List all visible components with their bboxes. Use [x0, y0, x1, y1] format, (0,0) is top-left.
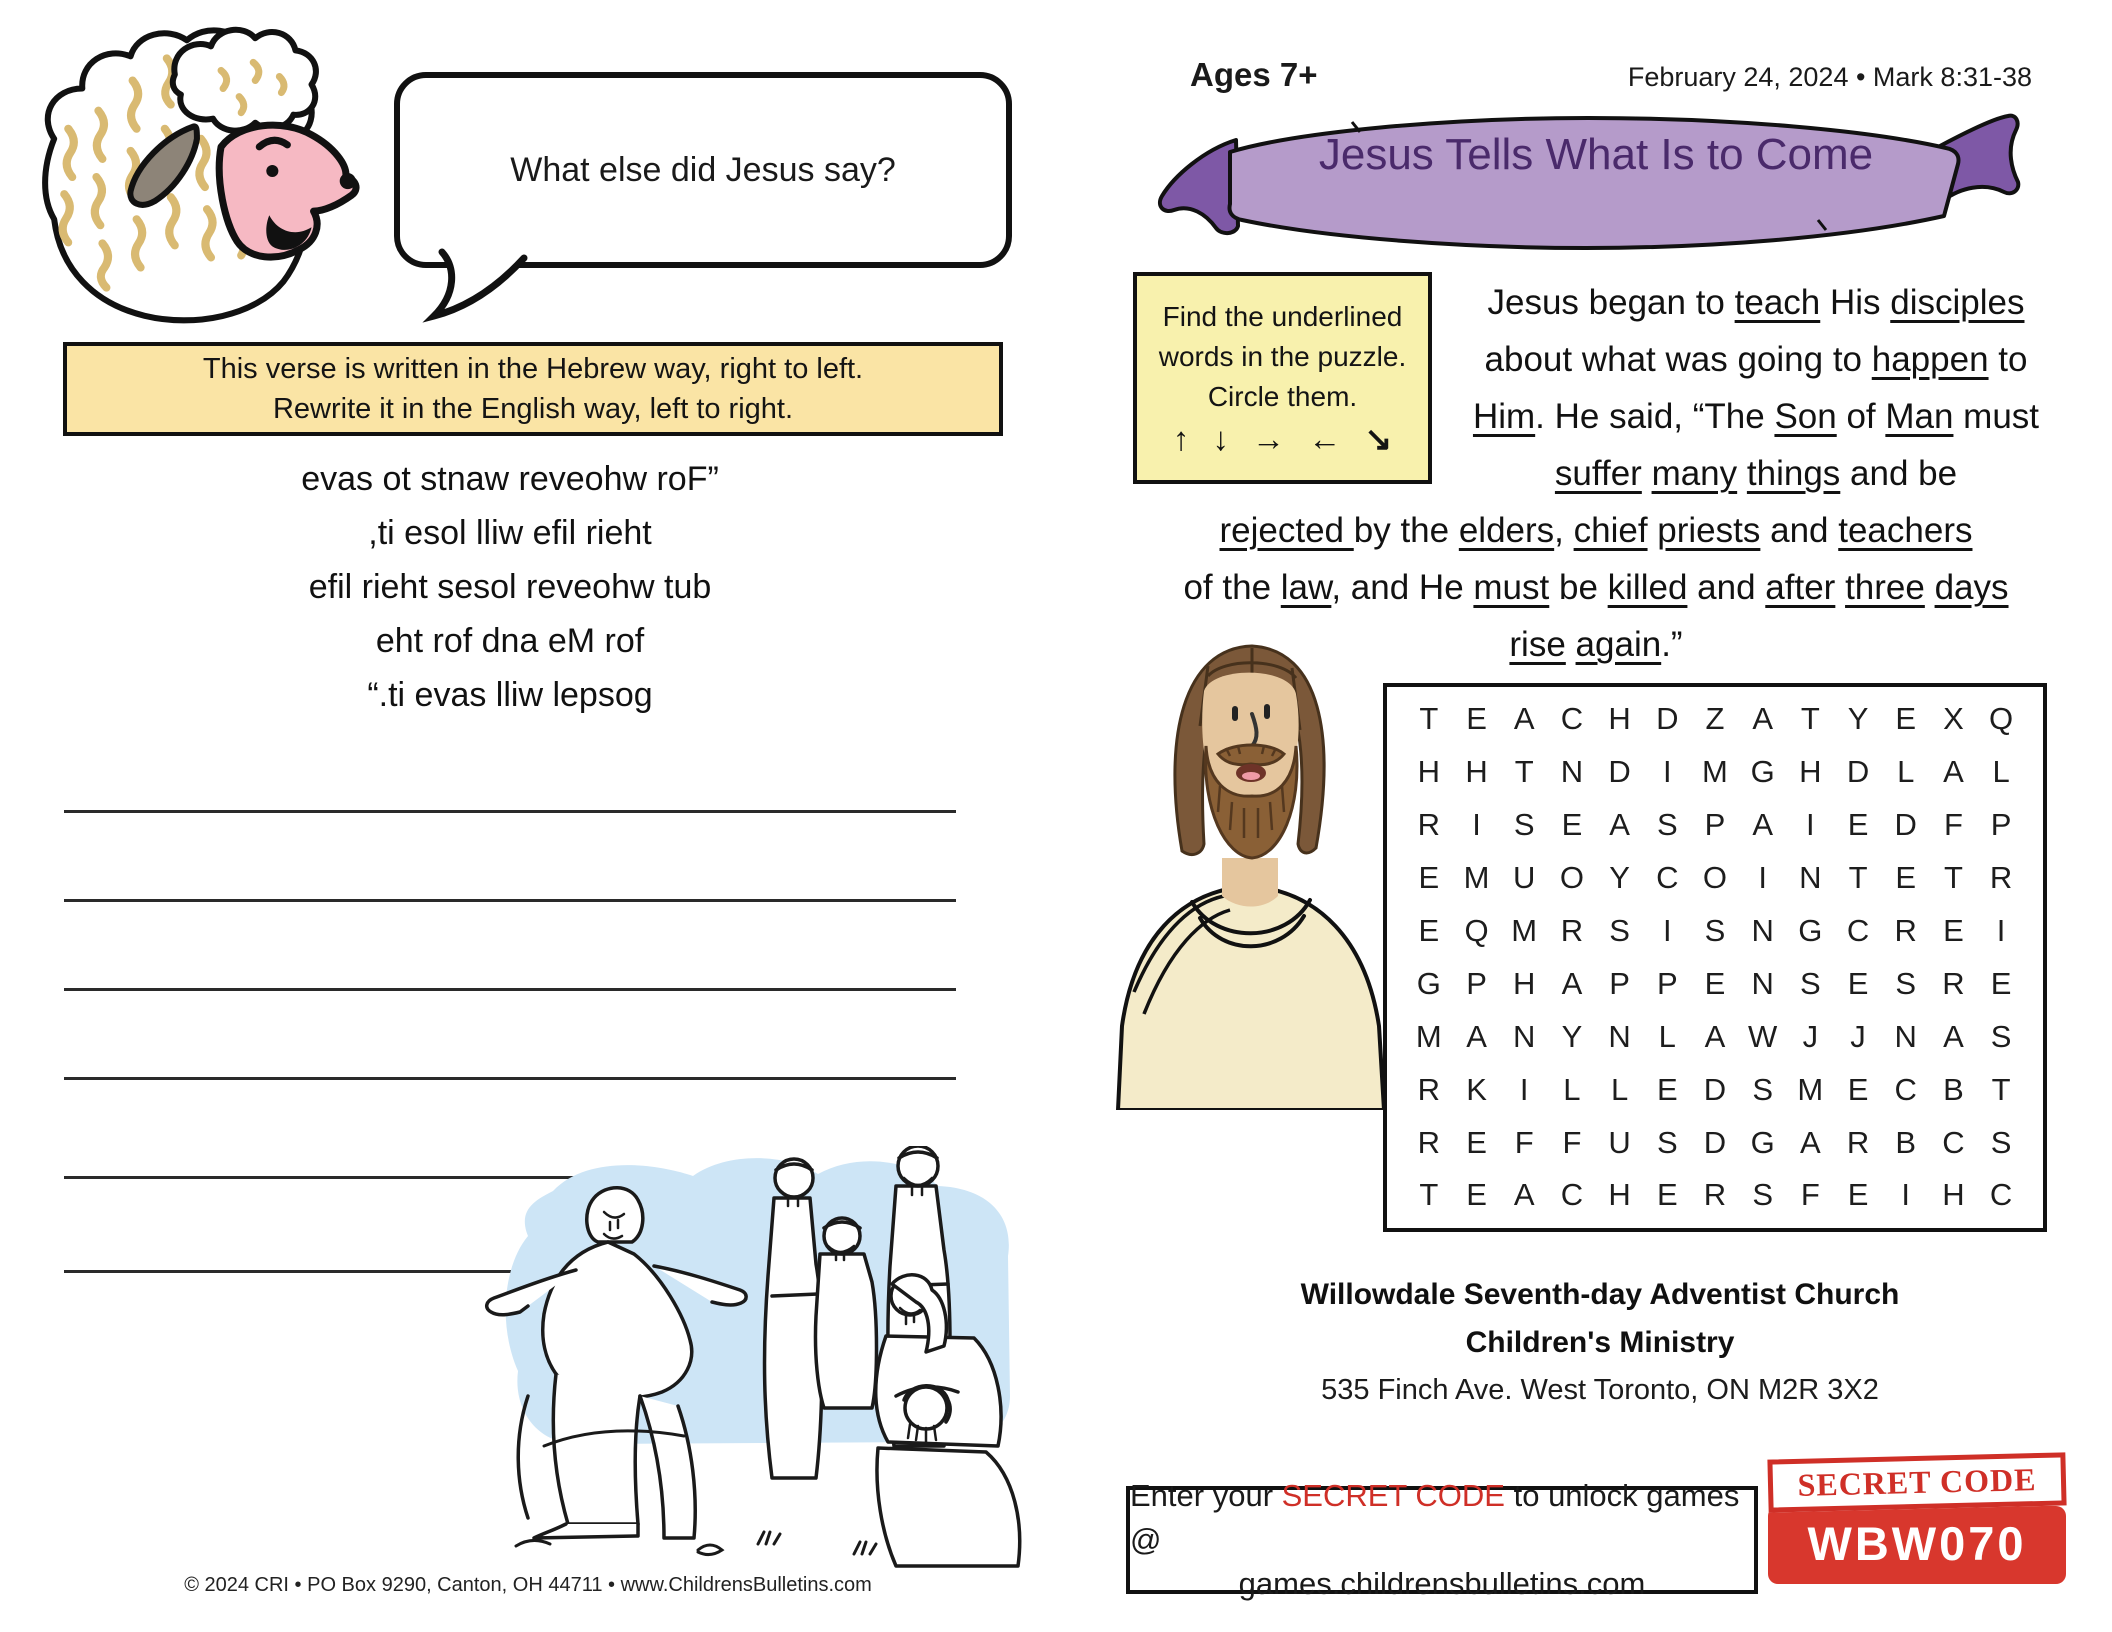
word-search-cell[interactable]: E — [1990, 965, 2012, 1001]
word-search-cell[interactable]: P — [1609, 965, 1630, 1001]
word-search-cell[interactable]: G — [1750, 754, 1775, 790]
word-search-cell[interactable]: E — [1943, 913, 1964, 948]
word-search-cell[interactable]: D — [1703, 1071, 1727, 1107]
story-word-underlined: killed — [1607, 568, 1688, 607]
direction-arrows-icon: ↑ ↓ → ← ↘ — [1172, 420, 1393, 457]
word-search-cell[interactable]: A — [1609, 807, 1630, 843]
story-word: of — [1836, 397, 1886, 436]
word-search-cell[interactable]: S — [1800, 965, 1821, 1001]
word-search-cell[interactable]: C — [1846, 913, 1870, 948]
word-search-cell[interactable]: I — [1662, 754, 1672, 790]
word-search-cell[interactable]: I — [1901, 1177, 1911, 1213]
word-search-cell[interactable]: R — [1703, 1177, 1727, 1213]
word-search-cell[interactable]: R — [1417, 807, 1441, 843]
word-search-cell[interactable]: S — [1609, 913, 1630, 948]
word-search-cell[interactable]: D — [1894, 807, 1917, 843]
word-search-cell[interactable]: E — [1466, 701, 1487, 737]
word-search-cell[interactable]: S — [1990, 1124, 2012, 1160]
word-search-cell[interactable]: M — [1463, 860, 1490, 896]
word-search-cell[interactable]: B — [1943, 1071, 1964, 1107]
sheep-illustration — [24, 18, 396, 330]
secret-code-value: WBW070 — [1768, 1506, 2066, 1584]
word-search-cell[interactable]: A — [1704, 1018, 1726, 1054]
word-search-cell[interactable]: U — [1608, 1124, 1631, 1160]
word-search-grid — [1383, 683, 2047, 1232]
word-search-cell[interactable]: L — [1658, 1018, 1676, 1054]
word-search-cell[interactable]: T — [1991, 1071, 2011, 1107]
word-search-cell[interactable]: Y — [1847, 701, 1869, 737]
word-search-row — [1405, 860, 2025, 896]
verse-line: “.ti evas lliw lepsog — [367, 676, 653, 714]
word-search-cell[interactable]: U — [1513, 860, 1536, 896]
story-word — [1737, 454, 1747, 493]
story-line — [1446, 388, 2066, 445]
ages-label: Ages 7+ — [1190, 56, 1318, 93]
word-search-cell[interactable]: P — [1466, 965, 1487, 1001]
word-search-cell[interactable]: H — [1608, 701, 1631, 737]
verse-line: ,ti esol lliw efil rieht — [368, 514, 652, 552]
word-search-cell[interactable]: Y — [1609, 860, 1630, 896]
story-word-underlined: Him — [1472, 397, 1536, 436]
word-search-cell[interactable]: S — [1513, 807, 1535, 843]
jesus-teaching-illustration — [458, 1146, 1060, 1572]
story-word-underlined: three — [1845, 568, 1925, 607]
word-search-cell[interactable]: E — [1656, 1071, 1678, 1107]
word-search-cell[interactable]: N — [1751, 913, 1774, 948]
writing-line[interactable] — [64, 810, 956, 813]
word-search-cell[interactable]: A — [1752, 807, 1773, 843]
word-search-cell[interactable]: H — [1799, 754, 1822, 790]
word-search-cell[interactable]: F — [1943, 807, 1963, 843]
word-search-cell[interactable]: M — [1415, 1018, 1442, 1054]
word-search-cell[interactable]: M — [1511, 913, 1538, 948]
word-search-cell[interactable]: D — [1703, 1124, 1727, 1160]
word-search-cell[interactable]: N — [1560, 754, 1584, 790]
story-line — [1446, 274, 2066, 331]
story-word: to — [1988, 340, 2028, 379]
story-word: , and He — [1331, 568, 1474, 607]
story-word — [1648, 511, 1658, 550]
word-search-cell[interactable]: T — [1419, 701, 1439, 737]
story-word — [1835, 568, 1845, 607]
writing-line[interactable] — [64, 899, 956, 902]
story-text — [1446, 274, 2066, 502]
word-search-cell[interactable]: E — [1418, 913, 1440, 948]
word-search-cell[interactable]: X — [1943, 701, 1964, 737]
church-name: Willowdale Seventh-day Adventist Church — [1300, 1278, 1900, 1311]
verse-line: evas ot stnaw reveohw roF” — [301, 460, 719, 498]
prompt-text: to unlock games @ — [1130, 1478, 1740, 1557]
sheep-eye — [266, 165, 278, 177]
word-search-cell[interactable]: L — [1992, 754, 2010, 790]
speech-bubble-tail — [426, 256, 538, 322]
word-search-cell[interactable]: A — [1513, 701, 1535, 737]
word-search-cell[interactable]: E — [1561, 807, 1583, 843]
page-title: Jesus Tells What Is to Come — [1318, 130, 1874, 179]
word-search-cell[interactable]: P — [1704, 807, 1726, 843]
word-search-cell[interactable]: Q — [1464, 913, 1489, 948]
word-search-cell[interactable]: R — [1989, 860, 2013, 896]
word-search-cell[interactable]: N — [1751, 965, 1774, 1001]
prompt-text: Enter your — [1130, 1478, 1282, 1513]
word-search-cell[interactable]: M — [1702, 754, 1728, 790]
word-search-cell[interactable]: N — [1894, 1018, 1917, 1054]
story-line — [1446, 331, 2066, 388]
word-search-cell[interactable]: L — [1563, 1071, 1581, 1107]
word-search-cell[interactable]: J — [1850, 1018, 1866, 1054]
word-search-cell[interactable]: C — [1656, 860, 1679, 896]
word-search-cell[interactable]: D — [1846, 754, 1870, 790]
story-word-underlined: many — [1651, 454, 1738, 493]
story-word-underlined: Man — [1885, 397, 1954, 436]
word-search-cell[interactable]: L — [1610, 1071, 1629, 1107]
story-word-underlined: Son — [1774, 397, 1837, 436]
word-search-row — [1405, 913, 2025, 949]
word-search-cell[interactable]: C — [1894, 1071, 1917, 1107]
puzzle-instruction-line: words in the puzzle. — [1158, 341, 1407, 372]
word-search-cell[interactable]: O — [1702, 860, 1728, 896]
hebrew-note-box — [63, 342, 1003, 436]
word-search-cell[interactable]: P — [1990, 807, 2012, 843]
word-search-cell[interactable]: C — [1560, 1177, 1584, 1213]
story-word — [1642, 454, 1652, 493]
word-search-cell[interactable]: E — [1704, 965, 1726, 1001]
word-search-cell[interactable]: C — [1560, 701, 1584, 737]
story-word: and — [1687, 568, 1766, 607]
secret-code-label: SECRET CODE — [1281, 1478, 1505, 1513]
word-search-cell[interactable]: T — [1943, 860, 1963, 896]
word-search-cell[interactable]: S — [1752, 1177, 1773, 1213]
story-word-underlined: teachers — [1838, 511, 1973, 550]
word-search-cell[interactable]: D — [1608, 754, 1631, 790]
puzzle-instruction-box — [1133, 272, 1432, 484]
story-word-underlined: disciples — [1890, 283, 2025, 322]
word-search-cell[interactable]: A — [1466, 1018, 1487, 1054]
word-search-cell[interactable]: R — [1417, 1071, 1441, 1107]
word-search-cell[interactable]: S — [1704, 913, 1726, 948]
story-word: and — [1760, 511, 1839, 550]
story-line — [1446, 445, 2066, 502]
reversed-verse — [110, 452, 910, 722]
word-search-cell[interactable]: S — [1656, 1124, 1678, 1160]
word-search-cell[interactable]: C — [1989, 1177, 2013, 1213]
word-search-cell[interactable]: D — [1656, 701, 1679, 737]
stamp-label: SECRET CODE — [1767, 1452, 2066, 1512]
story-word: about what was going to — [1484, 340, 1872, 379]
word-search-cell[interactable]: A — [1752, 701, 1773, 737]
story-word: by the — [1353, 511, 1459, 550]
story-word: . He said, “The — [1535, 397, 1775, 436]
word-search-cell[interactable]: K — [1466, 1071, 1487, 1107]
word-search-cell[interactable]: E — [1847, 1071, 1869, 1107]
word-search-cell[interactable]: G — [1416, 965, 1441, 1001]
word-search-row — [1405, 1125, 2025, 1161]
word-search-cell[interactable]: R — [1846, 1124, 1870, 1160]
story-line — [1122, 502, 2070, 559]
word-search-cell[interactable]: I — [1519, 1071, 1529, 1107]
story-word: Jesus began to — [1487, 283, 1735, 322]
word-search-cell[interactable]: E — [1847, 965, 1869, 1001]
story-word: of the — [1183, 568, 1281, 607]
story-word-underlined: must — [1473, 568, 1550, 607]
word-search-cell[interactable]: R — [1560, 913, 1584, 948]
robe — [1118, 886, 1384, 1110]
word-search-cell[interactable]: R — [1942, 965, 1965, 1001]
word-search-cell[interactable]: E — [1418, 860, 1440, 896]
church-address: 535 Finch Ave. West Toronto, ON M2R 3X2 — [1321, 1374, 1879, 1406]
story-word — [1566, 625, 1576, 664]
word-search-cell[interactable]: E — [1656, 1177, 1678, 1213]
word-search-row — [1405, 754, 2025, 790]
word-search-cell[interactable]: E — [1466, 1177, 1487, 1213]
word-search-cell[interactable]: E — [1895, 860, 1917, 896]
word-search-cell[interactable]: N — [1799, 860, 1822, 896]
word-search-cell[interactable]: G — [1798, 913, 1823, 948]
church-ministry: Children's Ministry — [1465, 1326, 1735, 1359]
word-search-cell[interactable]: E — [1847, 807, 1869, 843]
puzzle-instruction-line: Find the underlined — [1162, 301, 1403, 332]
word-search-cell[interactable]: E — [1466, 1124, 1487, 1160]
word-search-cell[interactable]: C — [1942, 1124, 1965, 1160]
word-search-cell[interactable]: S — [1752, 1071, 1773, 1107]
note-line: This verse is written in the Hebrew way, right to left. — [202, 353, 864, 385]
word-search-cell[interactable]: I — [1662, 913, 1672, 948]
word-search-cell[interactable]: T — [1419, 1177, 1439, 1213]
word-search-cell[interactable]: H — [1465, 754, 1488, 790]
word-search-cell[interactable]: E — [1895, 701, 1917, 737]
word-search-cell[interactable]: A — [1561, 965, 1583, 1001]
word-search-cell[interactable]: P — [1656, 965, 1678, 1001]
story-word-underlined: priests — [1657, 511, 1761, 550]
word-search-cell[interactable]: F — [1562, 1124, 1582, 1160]
secret-code-box — [1126, 1478, 1758, 1601]
word-search-cell[interactable]: B — [1895, 1124, 1917, 1160]
story-word-underlined: teach — [1734, 283, 1821, 322]
word-search-row — [1405, 807, 2025, 843]
sheep-nose — [340, 173, 356, 189]
word-search-cell[interactable]: A — [1943, 1018, 1964, 1054]
word-search-cell[interactable]: S — [1990, 1018, 2012, 1054]
word-search-cell[interactable]: A — [1800, 1124, 1821, 1160]
story-word: .” — [1661, 625, 1683, 664]
story-word-underlined: law — [1280, 568, 1332, 607]
story-word-underlined: chief — [1573, 511, 1648, 550]
verse-line: eht rof dna eM rof — [375, 622, 645, 660]
story-word-underlined: again — [1575, 625, 1662, 664]
word-search-cell[interactable]: F — [1514, 1124, 1534, 1160]
word-search-cell[interactable]: N — [1608, 1018, 1631, 1054]
word-search-cell[interactable]: S — [1656, 807, 1678, 843]
sheep-wool-topknot — [173, 30, 316, 131]
word-search-row — [1405, 701, 2025, 737]
word-search-row — [1405, 1019, 2025, 1055]
word-search-cell[interactable]: E — [1847, 1177, 1869, 1213]
word-search-cell[interactable]: A — [1943, 754, 1964, 790]
word-search-cell[interactable]: G — [1750, 1124, 1775, 1160]
word-search-cell[interactable]: I — [1472, 807, 1481, 843]
story-word-underlined: elders — [1458, 511, 1555, 550]
word-search-cell[interactable]: Y — [1561, 1018, 1583, 1054]
word-search-cell[interactable]: T — [1800, 701, 1820, 737]
puzzle-instruction-line: Circle them. — [1207, 381, 1358, 412]
story-word-underlined: rise — [1509, 625, 1566, 664]
word-search-cell[interactable]: H — [1513, 965, 1536, 1001]
word-search-row — [1405, 966, 2025, 1002]
story-word-underlined: happen — [1871, 340, 1989, 379]
word-search-cell[interactable]: R — [1894, 913, 1917, 948]
banner-left-fold — [1160, 140, 1238, 233]
word-search-cell[interactable]: S — [1895, 965, 1917, 1001]
verse-line: efil rieht sesol reveohw tub — [308, 568, 712, 606]
word-search-cell[interactable]: F — [1800, 1177, 1820, 1213]
story-word-underlined: rejected — [1219, 511, 1354, 550]
writing-line[interactable] — [64, 1077, 956, 1080]
note-line: Rewrite it in the English way, left to right. — [272, 393, 794, 425]
word-search-cell[interactable]: T — [1848, 860, 1868, 896]
story-word — [1925, 568, 1935, 607]
writing-line[interactable] — [64, 988, 956, 991]
word-search-cell[interactable]: O — [1559, 860, 1584, 896]
word-search-cell[interactable]: W — [1748, 1018, 1778, 1054]
story-word: , — [1554, 511, 1574, 550]
secret-code-stamp — [1768, 1456, 2066, 1584]
story-word-underlined: after — [1765, 568, 1836, 607]
word-search-cell[interactable]: Z — [1705, 701, 1725, 737]
word-search-cell[interactable]: H — [1942, 1177, 1965, 1213]
story-word-underlined: things — [1746, 454, 1841, 493]
story-word: His — [1820, 283, 1891, 322]
speech-bubble — [394, 72, 1012, 268]
jesus-portrait-illustration — [1104, 596, 1394, 1110]
word-search-cell[interactable]: L — [1897, 754, 1915, 790]
word-search-cell[interactable]: T — [1514, 754, 1534, 790]
games-url[interactable]: games.childrensbulletins.com — [1238, 1566, 1646, 1601]
speech-bubble-text: What else did Jesus say? — [510, 150, 896, 189]
story-word-underlined: suffer — [1554, 454, 1642, 493]
copyright-line: © 2024 CRI • PO Box 9290, Canton, OH 44711 • www.ChildrensBulletins.com — [184, 1574, 872, 1596]
word-search-cell[interactable]: H — [1608, 1177, 1631, 1213]
word-search-cell[interactable]: H — [1417, 754, 1441, 790]
secret-code-prompt — [1130, 1474, 1754, 1562]
word-search-cell[interactable]: I — [1996, 913, 2006, 948]
word-search-cell[interactable]: I — [1806, 807, 1815, 843]
story-word: and be — [1840, 454, 1958, 493]
story-word: must — [1953, 397, 2040, 436]
word-search-cell[interactable]: N — [1513, 1018, 1536, 1054]
word-search-cell[interactable]: I — [1758, 860, 1767, 896]
word-search-row — [1405, 1177, 2025, 1213]
word-search-row — [1405, 1072, 2025, 1108]
word-search-cell[interactable]: Q — [1989, 701, 2014, 737]
word-search-cell[interactable]: R — [1417, 1124, 1441, 1160]
word-search-cell[interactable]: A — [1513, 1177, 1535, 1213]
story-word-underlined: days — [1934, 568, 2009, 607]
word-search-cell[interactable]: J — [1802, 1018, 1819, 1054]
story-word: be — [1549, 568, 1608, 607]
word-search-cell[interactable]: M — [1797, 1071, 1824, 1107]
date-reference: February 24, 2024 • Mark 8:31-38 — [1627, 62, 2032, 92]
